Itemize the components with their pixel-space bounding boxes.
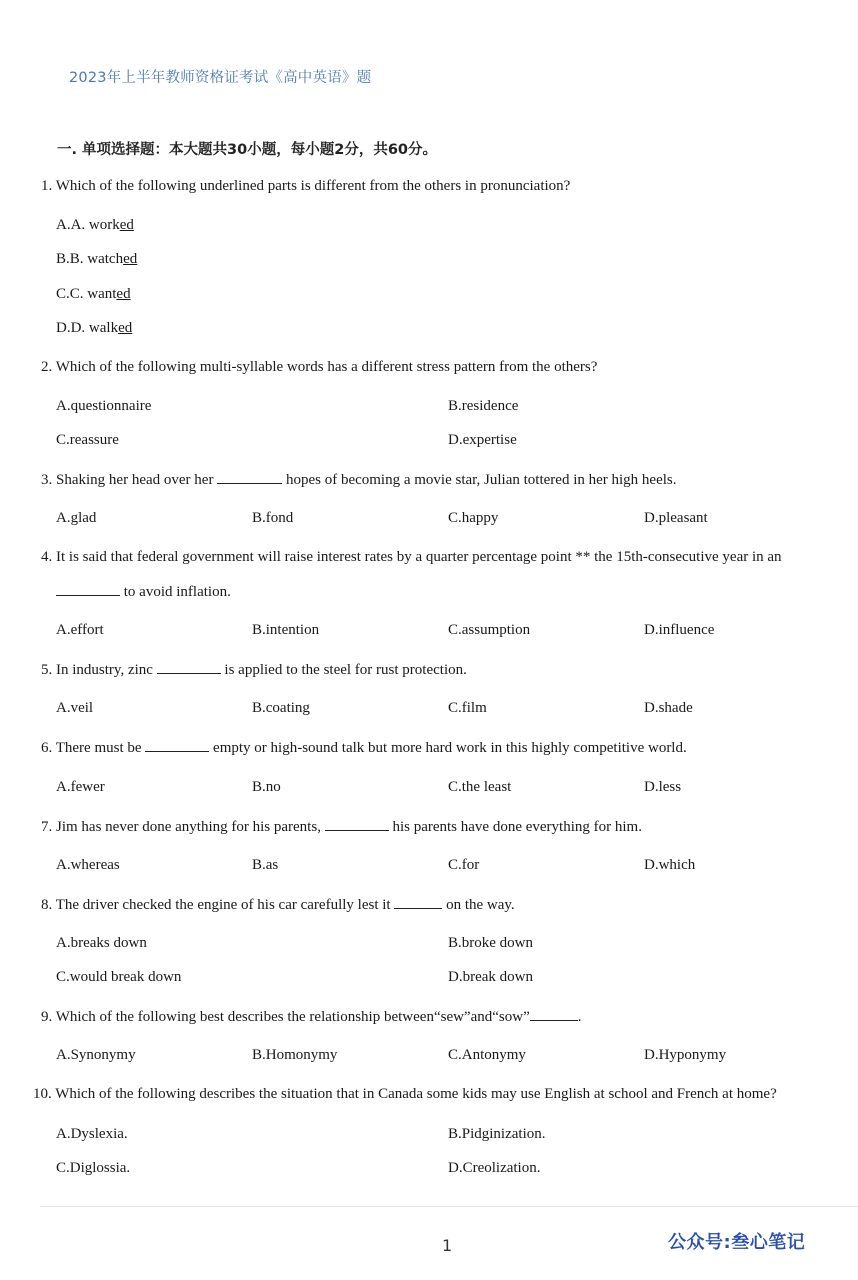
q7-option-d: D.which [644,857,696,873]
answer-blank [394,894,442,909]
q6-option-a: A.fewer [56,779,105,795]
question-6: 6. There must be empty or high-sound talk but more hard work in this highly competitive world. [41,737,687,758]
q8-option-b: B.broke down [448,935,533,951]
q3-option-a: A.glad [56,510,97,526]
answer-blank [157,659,221,674]
q9-option-b: B.Homonymy [252,1047,338,1063]
q5-option-a: A.veil [56,700,94,716]
answer-blank [217,469,282,484]
q7-option-a: A.whereas [56,857,120,873]
q8-option-a: A.breaks down [56,935,147,951]
q10-option-b: B.Pidginization. [448,1126,546,1142]
q10-option-a: A.Dyslexia. [56,1126,128,1142]
q9-option-a: A.Synonymy [56,1047,136,1063]
answer-blank [145,737,209,752]
page-number: 1 [442,1236,453,1255]
question-8: 8. The driver checked the engine of his car carefully lest it on the way. [41,894,515,915]
answer-blank [530,1006,578,1021]
q4-option-d: D.influence [644,622,715,638]
q4-option-c: C.assumption [448,622,531,638]
q2-option-a: A.questionnaire [56,398,152,414]
q4-option-b: B.intention [252,622,320,638]
q5-option-b: B.coating [252,700,310,716]
question-2: 2. Which of the following multi-syllable words has a different stress pattern from the others? [41,359,598,375]
q5-option-c: C.film [448,700,487,716]
question-7: 7. Jim has never done anything for his parents, his parents have done everything for him. [41,816,642,837]
q2-option-d: D.expertise [448,432,517,448]
q1-option-d: D.D. walked [56,320,133,336]
q8-option-d: D.break down [448,969,533,985]
q2-option-b: B.residence [448,398,519,414]
q3-option-c: C.happy [448,510,499,526]
q3-option-d: D.pleasant [644,510,708,526]
q6-option-c: C.the least [448,779,512,795]
q2-option-c: C.reassure [56,432,119,448]
q7-option-b: B.as [252,857,279,873]
question-4-line-1: 4. It is said that federal government will raise interest rates by a quarter percentage point ** the 15th-consecutive year in an [41,549,782,565]
q1-option-b: B.B. watched [56,251,138,267]
answer-blank [56,581,120,596]
question-4-line-2: to avoid inflation. [56,581,231,602]
q1-option-a: A.A. worked [56,217,134,233]
q6-option-b: B.no [252,779,281,795]
question-10: 10. Which of the following describes the situation that in Canada some kids may use English at school and French at home? [33,1086,777,1102]
q10-option-c: C.Diglossia. [56,1160,131,1176]
q4-option-a: A.effort [56,622,104,638]
answer-blank [325,816,389,831]
question-5: 5. In industry, zinc is applied to the steel for rust protection. [41,659,467,680]
question-1: 1. Which of the following underlined parts is different from the others in pronunciation? [41,178,571,194]
q9-option-c: C.Antonymy [448,1047,526,1063]
footer-divider [40,1206,858,1207]
q7-option-c: C.for [448,857,480,873]
q5-option-d: D.shade [644,700,693,716]
q3-option-b: B.fond [252,510,294,526]
question-3: 3. Shaking her head over her hopes of becoming a movie star, Julian tottered in her high heels. [41,469,677,490]
q6-option-d: D.less [644,779,682,795]
q1-option-c: C.C. wanted [56,286,131,302]
q10-option-d: D.Creolization. [448,1160,541,1176]
question-9: 9. Which of the following best describes the relationship between“sew”and“sow” . [41,1006,582,1027]
page-title: 2023年上半年教师资格证考试《高中英语》题 [69,70,372,86]
q9-option-d: D.Hyponymy [644,1047,727,1063]
q8-option-c: C.would break down [56,969,182,985]
section-heading: 一. 单项选择题：本大题共30小题，每小题2分，共60分。 [57,142,437,158]
watermark: 公众号:叁心笔记 [668,1232,806,1253]
